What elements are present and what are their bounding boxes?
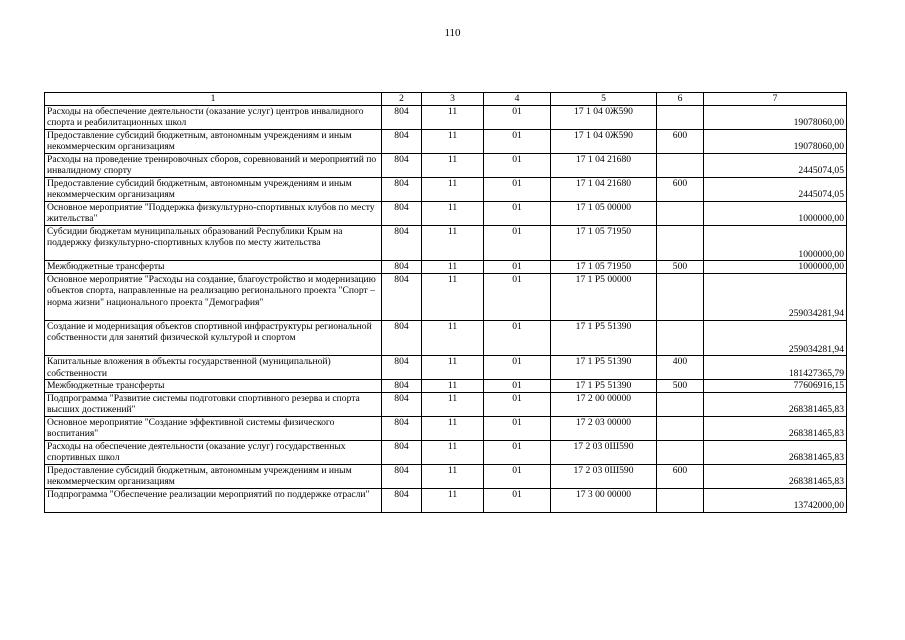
amount-cell: 77606916,15	[704, 380, 847, 393]
target-article-cell: 17 1 04 0Ж590	[551, 105, 657, 129]
table-row	[45, 177, 847, 201]
amount-cell: 1000000,00	[704, 225, 847, 261]
table-header	[45, 93, 847, 106]
table-row	[45, 440, 847, 464]
expense-type-cell	[657, 273, 704, 320]
table-row	[45, 153, 847, 177]
table-row	[45, 320, 847, 356]
target-article-cell: 17 1 05 00000	[551, 201, 657, 225]
target-article-cell: 17 1 P5 51390	[551, 356, 657, 380]
target-article-cell: 17 2 03 0Ш590	[551, 464, 657, 488]
expense-type-cell: 400	[657, 356, 704, 380]
ministry-code-cell: 804	[382, 392, 422, 416]
subsection-code-cell: 01	[484, 320, 551, 356]
ministry-code-cell: 804	[382, 261, 422, 274]
ministry-code-cell: 804	[382, 320, 422, 356]
ministry-code-cell: 804	[382, 356, 422, 380]
amount-cell: 19078060,00	[704, 129, 847, 153]
ministry-code-cell: 804	[382, 488, 422, 512]
section-code-cell: 11	[422, 464, 484, 488]
expense-name-cell: Основное мероприятие "Создание эффективной системы физического воспитания"	[45, 416, 382, 440]
header-col-4: 4	[484, 93, 551, 106]
subsection-code-cell: 01	[484, 153, 551, 177]
amount-cell: 1000000,00	[704, 261, 847, 274]
expense-type-cell	[657, 105, 704, 129]
section-code-cell: 11	[422, 440, 484, 464]
section-code-cell: 11	[422, 177, 484, 201]
ministry-code-cell: 804	[382, 153, 422, 177]
ministry-code-cell: 804	[382, 225, 422, 261]
section-code-cell: 11	[422, 201, 484, 225]
section-code-cell: 11	[422, 273, 484, 320]
section-code-cell: 11	[422, 380, 484, 393]
subsection-code-cell: 01	[484, 261, 551, 274]
subsection-code-cell: 01	[484, 488, 551, 512]
target-article-cell: 17 2 00 00000	[551, 392, 657, 416]
budget-table	[44, 92, 847, 513]
header-col-1: 1	[45, 93, 382, 106]
expense-type-cell: 600	[657, 464, 704, 488]
header-col-7: 7	[704, 93, 847, 106]
ministry-code-cell: 804	[382, 105, 422, 129]
expense-name-cell: Расходы на проведение тренировочных сборов, соревнований и мероприятий по инвалидному спорту	[45, 153, 382, 177]
expense-name-cell: Расходы на обеспечение деятельности (оказание услуг) государственных спортивных школ	[45, 440, 382, 464]
section-code-cell: 11	[422, 129, 484, 153]
ministry-code-cell: 804	[382, 440, 422, 464]
section-code-cell: 11	[422, 261, 484, 274]
header-row	[45, 93, 847, 106]
expense-name-cell: Предоставление субсидий бюджетным, автономным учреждениям и иным некоммерческим организациям	[45, 464, 382, 488]
subsection-code-cell: 01	[484, 380, 551, 393]
subsection-code-cell: 01	[484, 416, 551, 440]
subsection-code-cell: 01	[484, 440, 551, 464]
ministry-code-cell: 804	[382, 380, 422, 393]
expense-type-cell	[657, 153, 704, 177]
target-article-cell: 17 1 P5 51390	[551, 320, 657, 356]
expense-type-cell: 500	[657, 261, 704, 274]
expense-type-cell	[657, 201, 704, 225]
ministry-code-cell: 804	[382, 177, 422, 201]
subsection-code-cell: 01	[484, 105, 551, 129]
table-row	[45, 392, 847, 416]
expense-type-cell	[657, 320, 704, 356]
amount-cell: 268381465,83	[704, 392, 847, 416]
amount-cell: 268381465,83	[704, 464, 847, 488]
expense-name-cell: Межбюджетные трансферты	[45, 380, 382, 393]
header-col-6: 6	[657, 93, 704, 106]
expense-type-cell	[657, 488, 704, 512]
table-row	[45, 416, 847, 440]
expense-name-cell: Подпрограмма "Обеспечение реализации мероприятий по поддержке отрасли"	[45, 488, 382, 512]
amount-cell: 2445074,05	[704, 177, 847, 201]
table-row	[45, 225, 847, 261]
expense-name-cell: Основное мероприятие "Поддержка физкультурно-спортивных клубов по месту жительства"	[45, 201, 382, 225]
target-article-cell: 17 1 05 71950	[551, 225, 657, 261]
target-article-cell: 17 1 P5 51390	[551, 380, 657, 393]
section-code-cell: 11	[422, 356, 484, 380]
subsection-code-cell: 01	[484, 464, 551, 488]
section-code-cell: 11	[422, 153, 484, 177]
subsection-code-cell: 01	[484, 201, 551, 225]
expense-type-cell	[657, 225, 704, 261]
expense-type-cell: 600	[657, 129, 704, 153]
target-article-cell: 17 1 04 0Ж590	[551, 129, 657, 153]
section-code-cell: 11	[422, 488, 484, 512]
subsection-code-cell: 01	[484, 129, 551, 153]
expense-name-cell: Межбюджетные трансферты	[45, 261, 382, 274]
ministry-code-cell: 804	[382, 201, 422, 225]
table-row	[45, 261, 847, 274]
ministry-code-cell: 804	[382, 416, 422, 440]
expense-type-cell: 600	[657, 177, 704, 201]
section-code-cell: 11	[422, 225, 484, 261]
amount-cell: 2445074,05	[704, 153, 847, 177]
amount-cell: 259034281,94	[704, 273, 847, 320]
section-code-cell: 11	[422, 416, 484, 440]
section-code-cell: 11	[422, 320, 484, 356]
expense-type-cell	[657, 416, 704, 440]
expense-name-cell: Предоставление субсидий бюджетным, автономным учреждениям и иным некоммерческим организациям	[45, 177, 382, 201]
table-row	[45, 129, 847, 153]
target-article-cell: 17 1 04 21680	[551, 153, 657, 177]
table-body	[45, 105, 847, 512]
table-row	[45, 273, 847, 320]
target-article-cell: 17 2 03 0Ш590	[551, 440, 657, 464]
amount-cell: 181427365,79	[704, 356, 847, 380]
table-row	[45, 488, 847, 512]
table-row	[45, 380, 847, 393]
target-article-cell: 17 3 00 00000	[551, 488, 657, 512]
expense-name-cell: Предоставление субсидий бюджетным, автономным учреждениям и иным некоммерческим организациям	[45, 129, 382, 153]
expense-name-cell: Создание и модернизация объектов спортивной инфраструктуры региональной собственности для занятий физической культурой и спортом	[45, 320, 382, 356]
table-row	[45, 105, 847, 129]
amount-cell: 19078060,00	[704, 105, 847, 129]
expense-type-cell	[657, 392, 704, 416]
header-col-2: 2	[382, 93, 422, 106]
table-row	[45, 464, 847, 488]
amount-cell: 1000000,00	[704, 201, 847, 225]
target-article-cell: 17 1 P5 00000	[551, 273, 657, 320]
amount-cell: 268381465,83	[704, 416, 847, 440]
ministry-code-cell: 804	[382, 273, 422, 320]
amount-cell: 13742000,00	[704, 488, 847, 512]
subsection-code-cell: 01	[484, 392, 551, 416]
subsection-code-cell: 01	[484, 356, 551, 380]
section-code-cell: 11	[422, 105, 484, 129]
target-article-cell: 17 1 05 71950	[551, 261, 657, 274]
expense-name-cell: Субсидии бюджетам муниципальных образований Республики Крым на поддержку физкультурно-спортивных клубов по месту жительства	[45, 225, 382, 261]
expense-name-cell: Подпрограмма "Развитие системы подготовки спортивного резерва и спорта высших достижений"	[45, 392, 382, 416]
header-col-3: 3	[422, 93, 484, 106]
subsection-code-cell: 01	[484, 225, 551, 261]
section-code-cell: 11	[422, 392, 484, 416]
expense-name-cell: Основное мероприятие "Расходы на создание, благоустройство и модернизацию объектов спорта, направленные на реализацию регионального проекта "Спорт – норма жизни" национального проекта "Демография"	[45, 273, 382, 320]
amount-cell: 259034281,94	[704, 320, 847, 356]
subsection-code-cell: 01	[484, 273, 551, 320]
expense-name-cell: Капитальные вложения в объекты государственной (муниципальной) собственности	[45, 356, 382, 380]
header-col-5: 5	[551, 93, 657, 106]
expense-type-cell	[657, 440, 704, 464]
ministry-code-cell: 804	[382, 129, 422, 153]
target-article-cell: 17 2 03 00000	[551, 416, 657, 440]
subsection-code-cell: 01	[484, 177, 551, 201]
table-row	[45, 356, 847, 380]
table-row	[45, 201, 847, 225]
ministry-code-cell: 804	[382, 464, 422, 488]
target-article-cell: 17 1 04 21680	[551, 177, 657, 201]
expense-name-cell: Расходы на обеспечение деятельности (оказание услуг) центров инвалидного спорта и реабилитационных школ	[45, 105, 382, 129]
page-number: 110	[444, 27, 461, 39]
expense-type-cell: 500	[657, 380, 704, 393]
amount-cell: 268381465,83	[704, 440, 847, 464]
